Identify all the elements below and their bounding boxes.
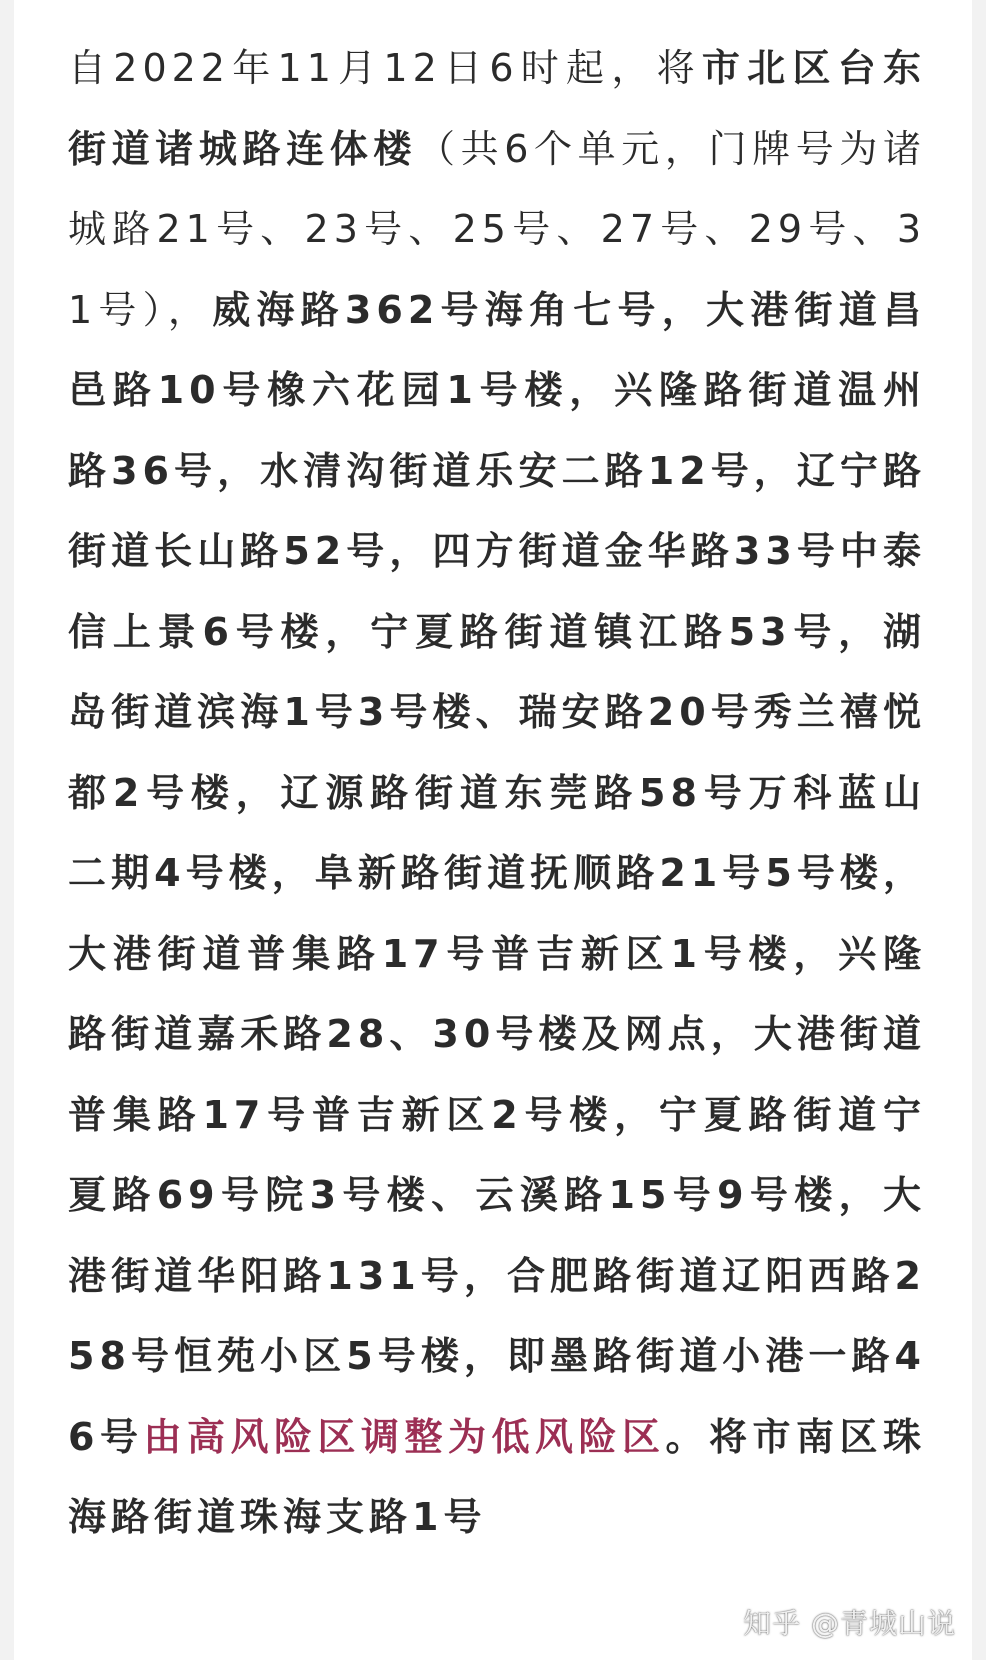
article-page — [14, 0, 972, 1660]
zhihu-watermark: 知乎 @青城山说 — [743, 1607, 956, 1640]
locations-list-text: 威海路362号海角七号，大港街道昌邑路10号橡六花园1号楼，兴隆路街道温州路36号，水清沟街道乐安二路12号，辽宁路街道长山路52号，四方街道金华路33号中泰信上景6号楼，宁夏路街道镇江路53号，湖岛街道滨海1号3号楼、瑞安路20号秀兰禧悦都2号楼，辽源路街道东莞路58号万科蓝山二期4号楼，阜新路街道抚顺路21号5号楼，大港街道普集路17号普吉新区1号楼，兴隆路街道嘉禾路28、30号楼及网点，大港街道普集路17号普吉新区2号楼，宁夏路街道宁夏路69号院3号楼、云溪路15号9号楼，大港街道华阳路131号，合肥路街道辽阳西路258号恒苑小区5号楼，即墨路街道小港一路46号 — [68, 287, 926, 1459]
door-numbers-text: （共6个单元，门牌号为诸城路21号、23号、25号、27号、29号、31号）， — [68, 126, 926, 332]
intro-text: 自2022年11月12日6时起，将 — [68, 46, 702, 90]
next-sentence-text: 。将市南区珠海路街道珠海支路1号 — [68, 1414, 926, 1539]
risk-level-change-text: 由高风险区调整为低风险区 — [143, 1414, 666, 1459]
location-bold-text: 市北区台东街道诸城路连体楼 — [68, 46, 926, 171]
notice-paragraph — [68, 28, 926, 1558]
